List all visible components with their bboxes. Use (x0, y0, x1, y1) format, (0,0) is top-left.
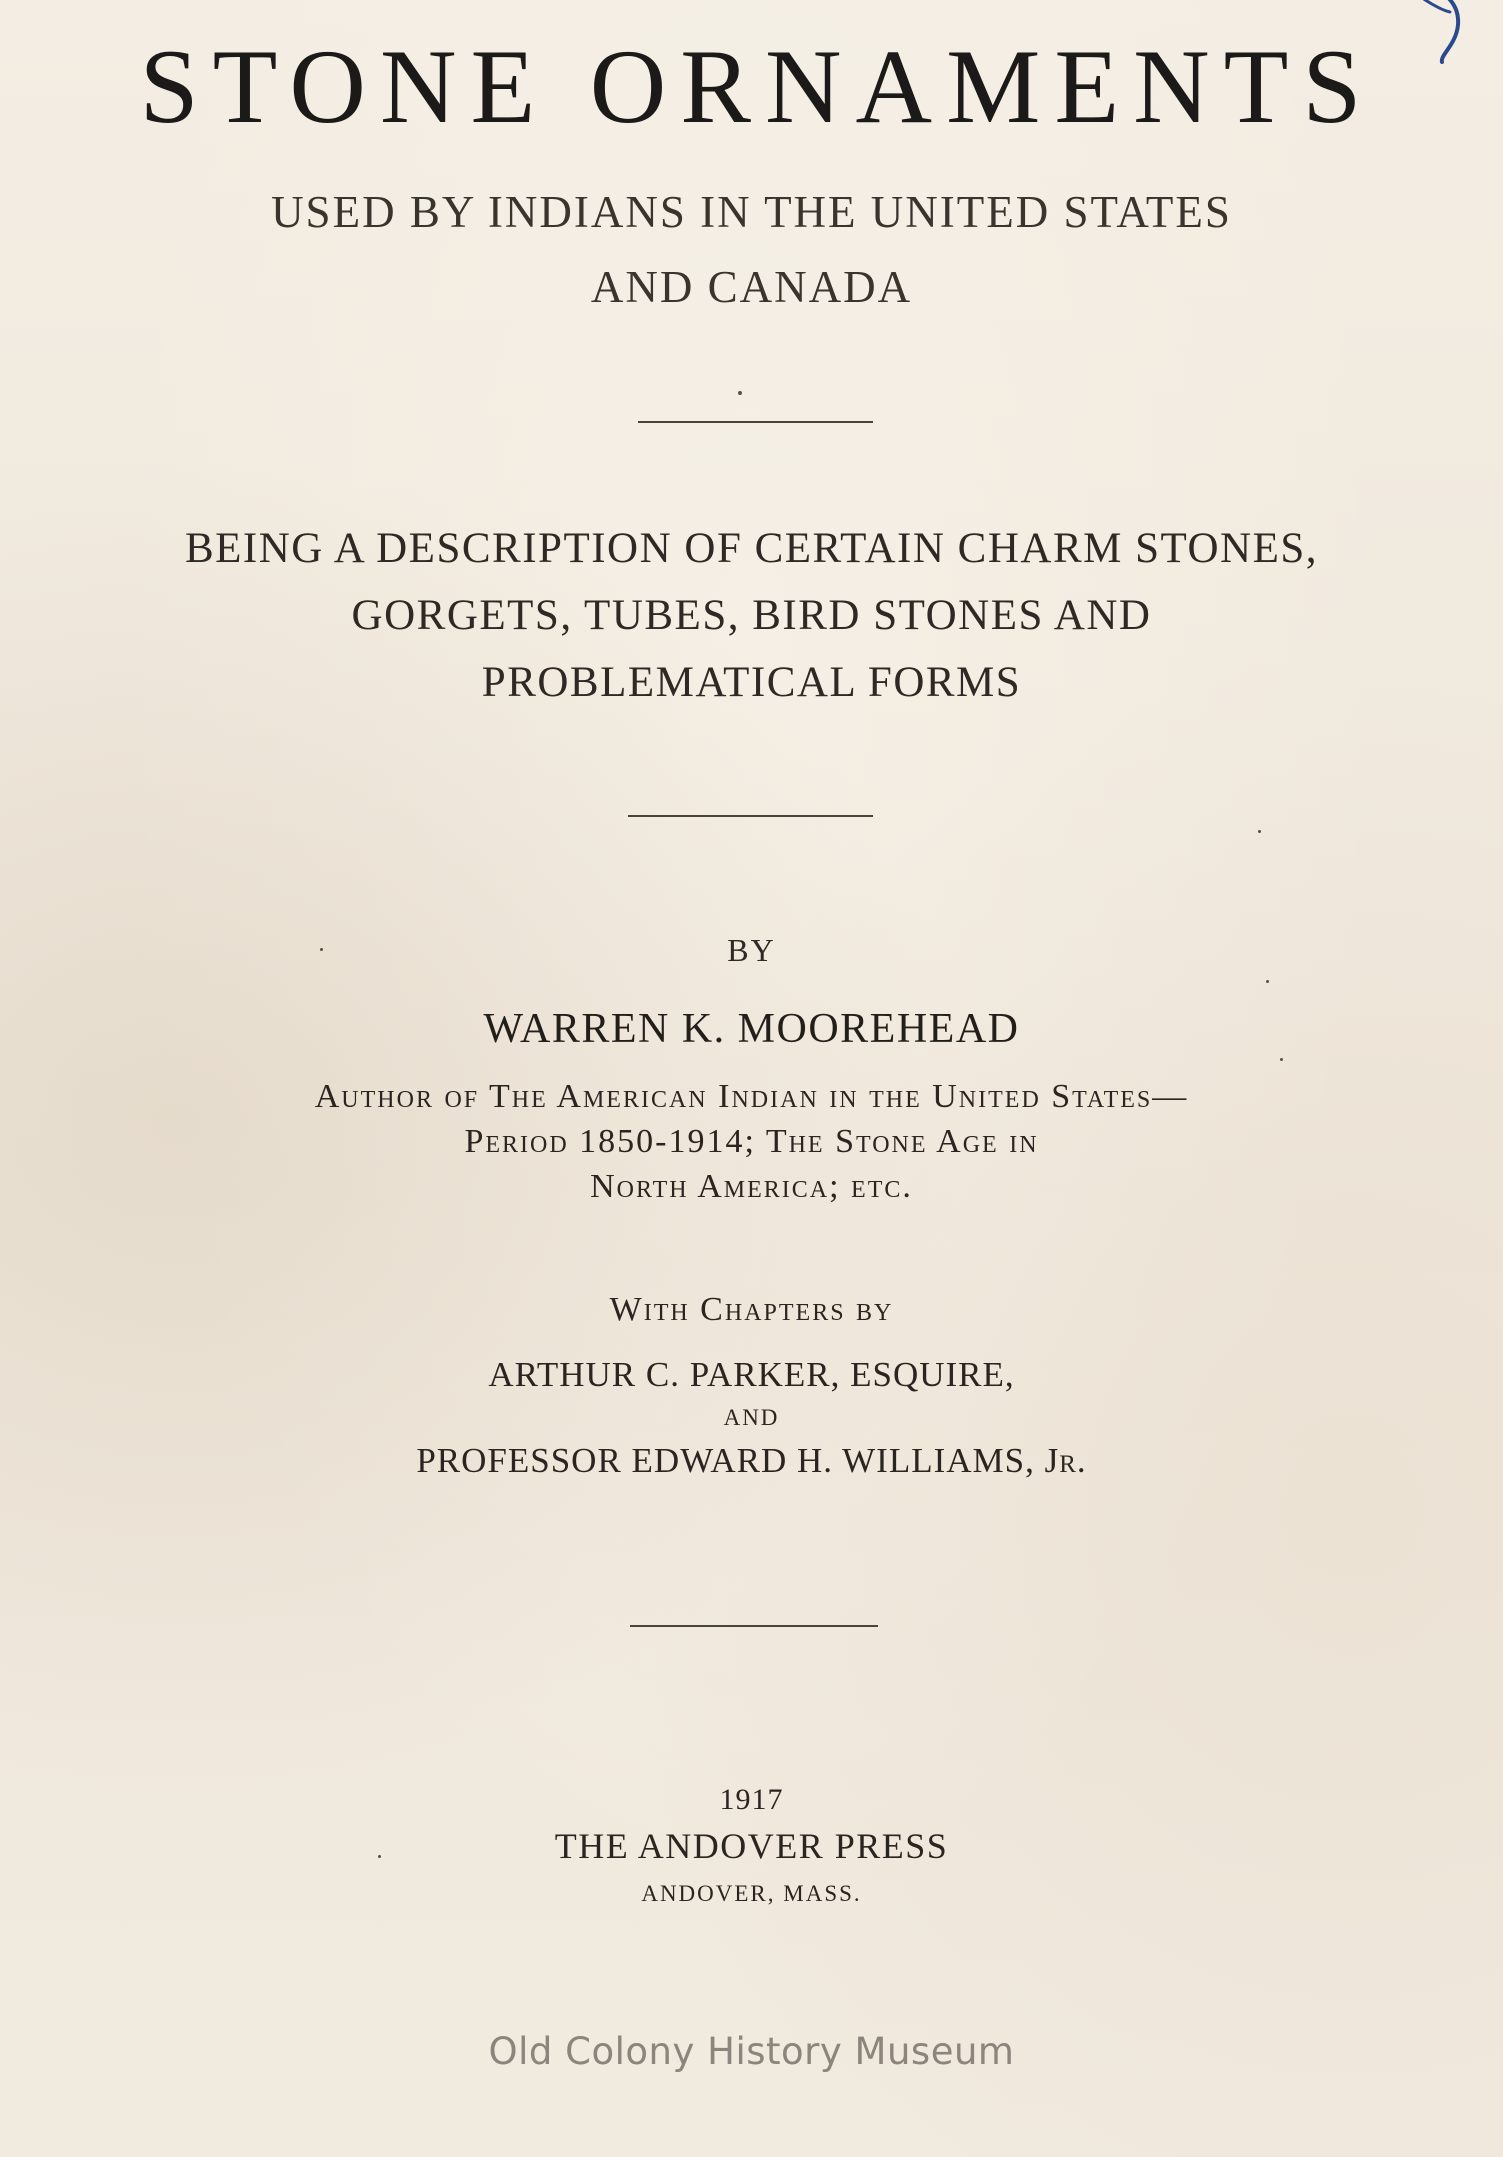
subtitle-line-2: AND CANADA (590, 262, 913, 312)
speck (320, 948, 323, 951)
publication-year: 1917 (719, 1783, 784, 1816)
contributor-williams (0, 1443, 1503, 1478)
subtitle-line-1: USED BY INDIANS IN THE UNITED STATES (271, 187, 1232, 237)
author-credentials-line-1: Author of The American Indian in the United States— (314, 1078, 1189, 1115)
description-line-1: BEING A DESCRIPTION OF CERTAIN CHARM STONES, (184, 525, 1319, 572)
publication-place: ANDOVER, MASS. (641, 1881, 862, 1906)
contributor-williams-name: PROFESSOR EDWARD H. WILLIAMS, (416, 1441, 1045, 1480)
speck (1266, 980, 1269, 983)
museum-watermark: Old Colony History Museum (488, 2030, 1015, 2073)
description-line-3: PROBLEMATICAL FORMS (481, 659, 1022, 706)
contributor-parker: ARTHUR C. PARKER, ESQUIRE, (488, 1355, 1015, 1394)
speck (1280, 1058, 1283, 1061)
byline-by: BY (727, 932, 776, 968)
speck (378, 1855, 381, 1858)
author-credentials-line-2: Period 1850-1914; The Stone Age in (464, 1123, 1039, 1160)
author-name: WARREN K. MOOREHEAD (483, 1006, 1020, 1052)
book-title: STONE ORNAMENTS (139, 28, 1376, 145)
description-line-2: GORGETS, TUBES, BIRD STONES AND (351, 592, 1152, 639)
publisher-name: THE ANDOVER PRESS (554, 1826, 949, 1866)
contributor-williams-suffix: Jr. (1044, 1441, 1087, 1480)
speck (1258, 830, 1261, 833)
contributor-conjunction: AND (723, 1405, 780, 1430)
divider-rule-2 (628, 815, 873, 817)
divider-rule-1 (638, 421, 873, 423)
divider-rule-3 (630, 1625, 878, 1627)
author-credentials-line-3: North America; etc. (590, 1168, 913, 1205)
chapters-intro: With Chapters by (609, 1291, 894, 1328)
ornament-dot (738, 391, 742, 395)
